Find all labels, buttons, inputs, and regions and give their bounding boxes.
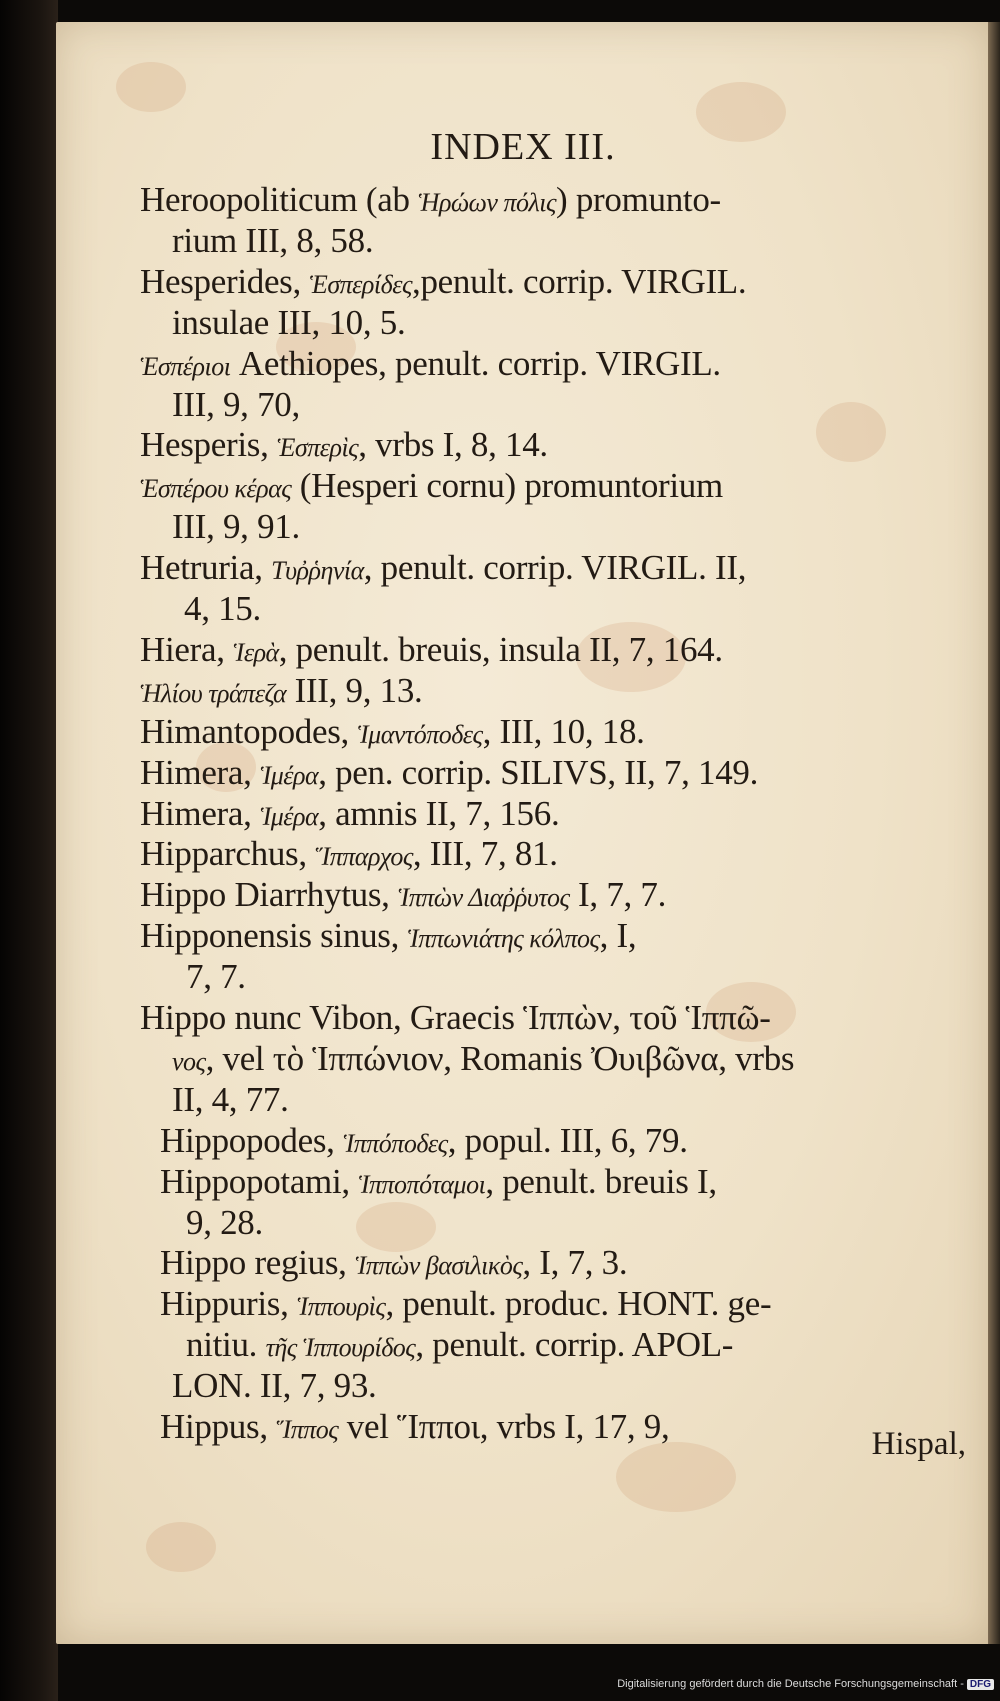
entry-text: Hippo Diarrhytus,: [140, 875, 399, 915]
index-entry-line: [160, 1243, 627, 1286]
entry-text: Hipponensis sinus,: [140, 916, 408, 956]
index-entry-line: [140, 466, 723, 509]
entry-text: insulae III,: [172, 302, 329, 342]
entry-text: , penult. produc. HONT. ge-: [385, 1284, 772, 1324]
entry-text: ,penult. corrip. VIRGIL.: [412, 261, 747, 301]
greek-term: νος: [172, 1046, 206, 1076]
greek-term: Ἱμέρα: [260, 760, 319, 790]
index-entry-line: [140, 262, 746, 305]
index-entry-line: [140, 671, 423, 714]
entry-text: 9, 28.: [186, 1202, 263, 1242]
entry-text: , amnis II, 7, 156.: [318, 793, 560, 833]
greek-term: Ἱμέρα: [260, 801, 319, 831]
index-entry-line: [140, 344, 721, 387]
dfg-logo: DFG: [967, 1679, 994, 1690]
greek-term: Ἱππωνιάτης κόλπος: [407, 924, 600, 954]
greek-term: Ἱππὼν Διαῤῥυτος: [398, 883, 570, 913]
index-entry-line: [172, 385, 300, 428]
entry-text: Heroopoliticum (ab: [140, 180, 419, 219]
entry-text: I, 7, 7.: [569, 875, 667, 915]
entry-text: Hippopotami,: [160, 1161, 359, 1201]
greek-term: Ἑσπερίδες: [309, 269, 413, 299]
entry-text: Hetruria,: [140, 548, 272, 588]
greek-term: Ἑσπερὶς: [276, 433, 359, 463]
entry-text: , vel τὸ Ἱππώνιον, Romanis Ὀυιβῶνα, vrbs: [205, 1038, 795, 1078]
entry-text: , pen. corrip. SILIVS, II, 7, 149.: [318, 752, 759, 792]
index-entry-line: [160, 1407, 669, 1450]
entry-text: Himantopodes,: [140, 711, 358, 751]
index-entry-line: [186, 1325, 733, 1368]
book-gutter: [0, 0, 58, 1701]
index-entry-line: [140, 998, 771, 1041]
greek-term: Ἡλίου τράπεζα: [140, 678, 287, 708]
entry-text: III,: [172, 507, 223, 547]
entry-text: 10, 5.: [328, 302, 406, 342]
index-entry-line: [186, 1203, 263, 1246]
entry-text: 4, 15.: [184, 589, 261, 628]
entry-text: Hippo nunc Vibon,: [140, 998, 410, 1037]
entry-text: , III, 10, 18.: [482, 711, 645, 751]
entry-text: (Hesperi cornu) promuntorium: [291, 466, 723, 506]
page-heading: INDEX III.: [430, 126, 616, 168]
catchword: Hispal,: [871, 1426, 966, 1462]
index-entry-line: [140, 794, 559, 837]
foxing-spot: [616, 1442, 736, 1512]
entry-text: Hippo regius,: [160, 1243, 356, 1283]
index-entry-line: [140, 753, 758, 796]
index-entry-line: [172, 507, 300, 550]
index-entry-line: [186, 957, 246, 1000]
foxing-spot: [146, 1522, 216, 1572]
entry-text: Himera,: [140, 752, 261, 792]
index-entry-line: [140, 916, 636, 959]
entry-text: 7, 7.: [186, 957, 246, 997]
book-page: [56, 22, 990, 1644]
index-entry-line: [140, 875, 666, 918]
entry-text: Aethiopes, penult. corrip. VIRGIL.: [230, 343, 721, 383]
entry-text: 9, 70,: [222, 384, 300, 424]
greek-term: Ἱπποπόταμοι: [358, 1169, 486, 1199]
page-edge: [988, 22, 1000, 1644]
entry-text: Hesperides,: [140, 261, 310, 301]
entry-text: nitiu.: [186, 1325, 266, 1365]
entry-text: , popul. III, 6, 79.: [447, 1120, 688, 1160]
greek-term: Τυῤῥηνία: [271, 556, 364, 586]
digitization-credit: [617, 1678, 994, 1690]
index-entry-line: [184, 589, 261, 632]
greek-term: Ἱερὰ: [233, 637, 279, 667]
entry-text: Hippus,: [160, 1407, 277, 1446]
index-entry-line: [140, 630, 723, 673]
greek-term: Ἱππόποδες: [343, 1128, 448, 1158]
entry-text: 8, 58.: [296, 220, 374, 260]
entry-text: 9, 91.: [222, 507, 300, 547]
greek-term: Ἱππουρὶς: [297, 1292, 386, 1322]
entry-text: Hippopodes,: [160, 1120, 344, 1160]
entry-text: vel Ἵπποι, vrbs I, 17, 9,: [338, 1407, 670, 1446]
entry-text: , vrbs I, 8, 14.: [358, 425, 548, 465]
greek-term: Ἱμαντόποδες: [357, 719, 483, 749]
entry-text: , penult. corrip. VIRGIL. II,: [363, 548, 747, 588]
greek-term: τῆς Ἱππουρίδος: [265, 1333, 416, 1363]
entry-text: LON. II, 7, 93.: [172, 1366, 377, 1406]
entry-text: II, 4, 77.: [172, 1079, 289, 1119]
entry-text: Hiera,: [140, 629, 234, 669]
entry-text: , penult. corrip. APOL-: [415, 1325, 734, 1365]
foxing-spot: [816, 402, 886, 462]
entry-text: Hipparchus,: [140, 834, 316, 874]
credit-text: Digitalisierung gefördert durch die Deutsche Forschungsgemeinschaft -: [617, 1678, 964, 1690]
entry-text: , penult. breuis I,: [485, 1161, 717, 1201]
entry-text: III,: [172, 384, 223, 424]
greek-term: Ἡρώων πόλις: [418, 188, 557, 217]
index-entry-line: [160, 1121, 688, 1164]
entry-text: III, 9, 13.: [286, 670, 423, 710]
greek-term: Ἱππὼν βασιλικὸς: [355, 1251, 523, 1281]
entry-text: rium III,: [172, 220, 297, 260]
greek-term: Ἵππος: [276, 1415, 339, 1444]
entry-text: , I,: [599, 916, 637, 956]
foxing-spot: [116, 62, 186, 112]
entry-text: , penult. breuis, insula II, 7, 164.: [278, 629, 723, 669]
entry-text: Hippuris,: [160, 1284, 298, 1324]
index-entry-line: [172, 1366, 377, 1409]
greek-term: Ἵππαρχος: [315, 842, 413, 872]
greek-term: Ἑσπέρου κέρας: [140, 474, 292, 504]
entry-text: , I, 7, 3.: [522, 1243, 628, 1283]
entry-text: ) promunto-: [556, 180, 721, 219]
entry-text: Graecis Ἱππὼν, τοῦ Ἱππῶ-: [409, 998, 771, 1037]
index-entry-line: [172, 1080, 289, 1123]
entry-text: Himera,: [140, 793, 261, 833]
index-entry-line: [140, 425, 548, 468]
index-entry-line: [140, 548, 746, 591]
greek-term: Ἑσπέριοι: [140, 351, 231, 381]
index-entry-line: [172, 221, 373, 264]
index-entry-line: [172, 303, 405, 346]
index-entry-line: [140, 834, 558, 877]
index-entry-line: [140, 180, 721, 223]
entry-text: , III, 7, 81.: [412, 834, 558, 874]
index-entry-line: [160, 1284, 771, 1327]
index-entry-line: [140, 712, 645, 755]
index-entry-line: [160, 1162, 717, 1205]
index-entry-line: [172, 1039, 794, 1082]
entry-text: Hesperis,: [140, 425, 277, 465]
